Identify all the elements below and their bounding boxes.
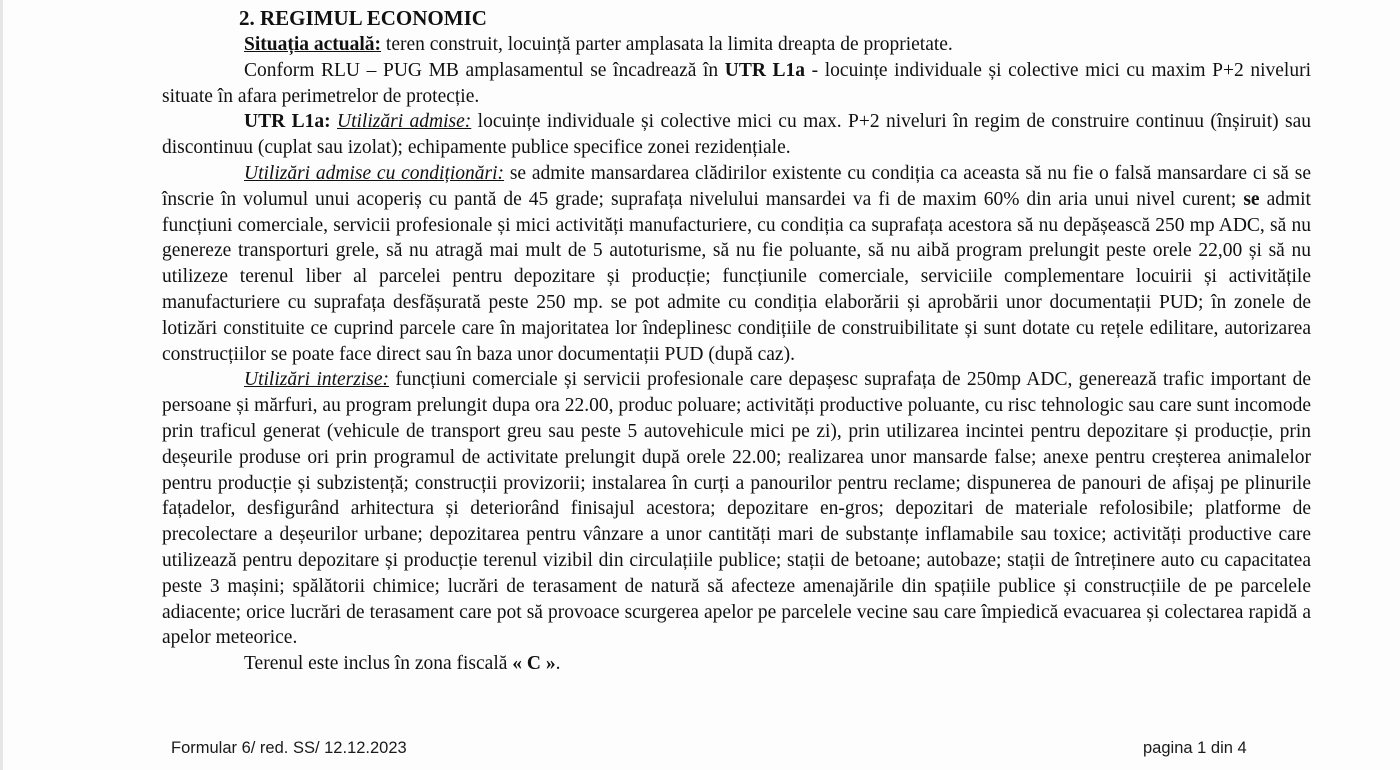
utr-code: UTR L1a bbox=[724, 59, 806, 81]
conditional-uses-label: Utilizări admise cu condiționări: bbox=[244, 162, 505, 184]
scan-left-edge bbox=[0, 0, 3, 770]
section-heading: 2. REGIMUL ECONOMIC bbox=[239, 6, 487, 30]
footer-form-reference: Formular 6/ red. SS/ 12.12.2023 bbox=[171, 739, 407, 757]
prohibited-uses-label: Utilizări interzise: bbox=[244, 369, 390, 391]
permitted-uses-text: locuințe individuale și colective mici cu max. P+2 niveluri în regim de construire continuu (înșiruit) sau discontinuu (cuplat sau izolat); echipamente publice specifice zonei rezidențiale. bbox=[162, 111, 1312, 159]
paragraph-conditional-uses bbox=[162, 161, 1311, 367]
fiscal-zone-text: Terenul este inclus în zona fiscală bbox=[244, 653, 513, 675]
rlu-pug-text-end: - locuințe individuale și colective mici cu maxim P+2 niveluri situate în afara perimetrelor de protecție. bbox=[162, 59, 1311, 107]
paragraph-fiscal-zone bbox=[162, 651, 1311, 677]
fiscal-zone-end: . bbox=[555, 653, 561, 675]
utr-code-label: UTR L1a: bbox=[244, 111, 331, 133]
paragraph-permitted-uses bbox=[162, 109, 1311, 161]
conditional-uses-text-start: se admite mansardarea clădirilor existente cu condiția ca aceasta să nu fie o falsă mansardare ci să se înscrie în volumul unui acoperiș cu pantă de 45 grade; suprafața nivelului mansardei va fi de maxim 60% din aria unui nivel curent; bbox=[162, 162, 1311, 210]
document-body bbox=[162, 5, 1311, 677]
current-situation-text: teren construit, locuință parter amplasata la limita dreapta de proprietate. bbox=[381, 34, 953, 55]
current-situation-label: Situația actuală: bbox=[244, 34, 382, 55]
paragraph-prohibited-uses bbox=[162, 367, 1311, 651]
fiscal-zone-value: « C » bbox=[512, 653, 556, 675]
conditional-uses-text-end: admit funcțiuni comerciale, servicii profesionale și mici activități manufacturiere, cu condiția ca suprafața acestora să nu depășească 250 mp ADC, să nu genereze transporturi grele, să nu atragă mai mult de 5 autoturisme, să nu fie poluante, să nu aibă program prelungit peste orele 22,00 și să nu utilizeze terenul liber al parcelei pentru depozitare și producție; funcțiunile comerciale, serviciile complementare locuirii și activitățile manufacturiere cu suprafața desfășurată peste 250 mp. se pot admite cu condiția elaborării și aprobării unor documentații PUD; în zonele de lotizări constituite ce cuprind parcele care în majoritatea lor îndeplinesc condițiile de construibilitate și sunt dotate cu rețele edilitare, autorizarea construcțiilor se poate face direct sau în baza unor documentații PUD (după caz). bbox=[162, 188, 1311, 365]
prohibited-uses-text: funcțiuni comerciale și servicii profesionale care depașesc suprafața de 250mp ADC, generează trafic important de persoane și mărfuri, au program prelungit dupa ora 22.00, produc poluare; activități productive poluante, cu risc tehnologic sau care sunt incomode prin traficul generat (vehicule de transport greu sau peste 5 autovehicule mici pe zi), prin utilizarea incintei pentru depozitare și producție, prin deșeurile produse ori prin programul de activitate prelungit după orele 22.00; realizarea unor mansarde false; anexe pentru creșterea animalelor pentru producție și subzistență; construcții provizorii; instalarea în curți a panourilor pentru reclame; dispunerea de panouri de afișaj pe plinurile fațadelor, desfigurând arhitectura și deteriorând finisajul acestora; depozitare en-gros; depozitari de materiale refolosibile; platforme de precolectare a deșeurilor urbane; depozitarea pentru vânzare a unor cantități mari de substanțe inflamabile sau toxice; activități productive care utilizează pentru depozitare și producție terenul vizibil din circulațiile publice; stații de betoane; autobaze; stații de întreținere auto cu capacitatea peste 3 mașini; spălătorii chimice; lucrări de terasament de natură să afecteze amenajările din spațiile publice și construcțiile de pe parcelele adiacente; orice lucrări de terasament care pot să provoace scurgerea apelor pe parcelele vecine sau care împiedică evacuarea și colectarea rapidă a apelor meteorice. bbox=[162, 369, 1312, 649]
footer-page-number: pagina 1 din 4 bbox=[1143, 739, 1247, 757]
permitted-uses-label: Utilizări admise: bbox=[337, 111, 472, 133]
conditional-uses-se: se bbox=[1243, 188, 1260, 210]
paragraph-rlu-pug bbox=[162, 58, 1311, 110]
paragraph-current-situation bbox=[162, 32, 1311, 58]
rlu-pug-text-start: Conform RLU – PUG MB amplasamentul se încadrează în bbox=[244, 59, 725, 81]
